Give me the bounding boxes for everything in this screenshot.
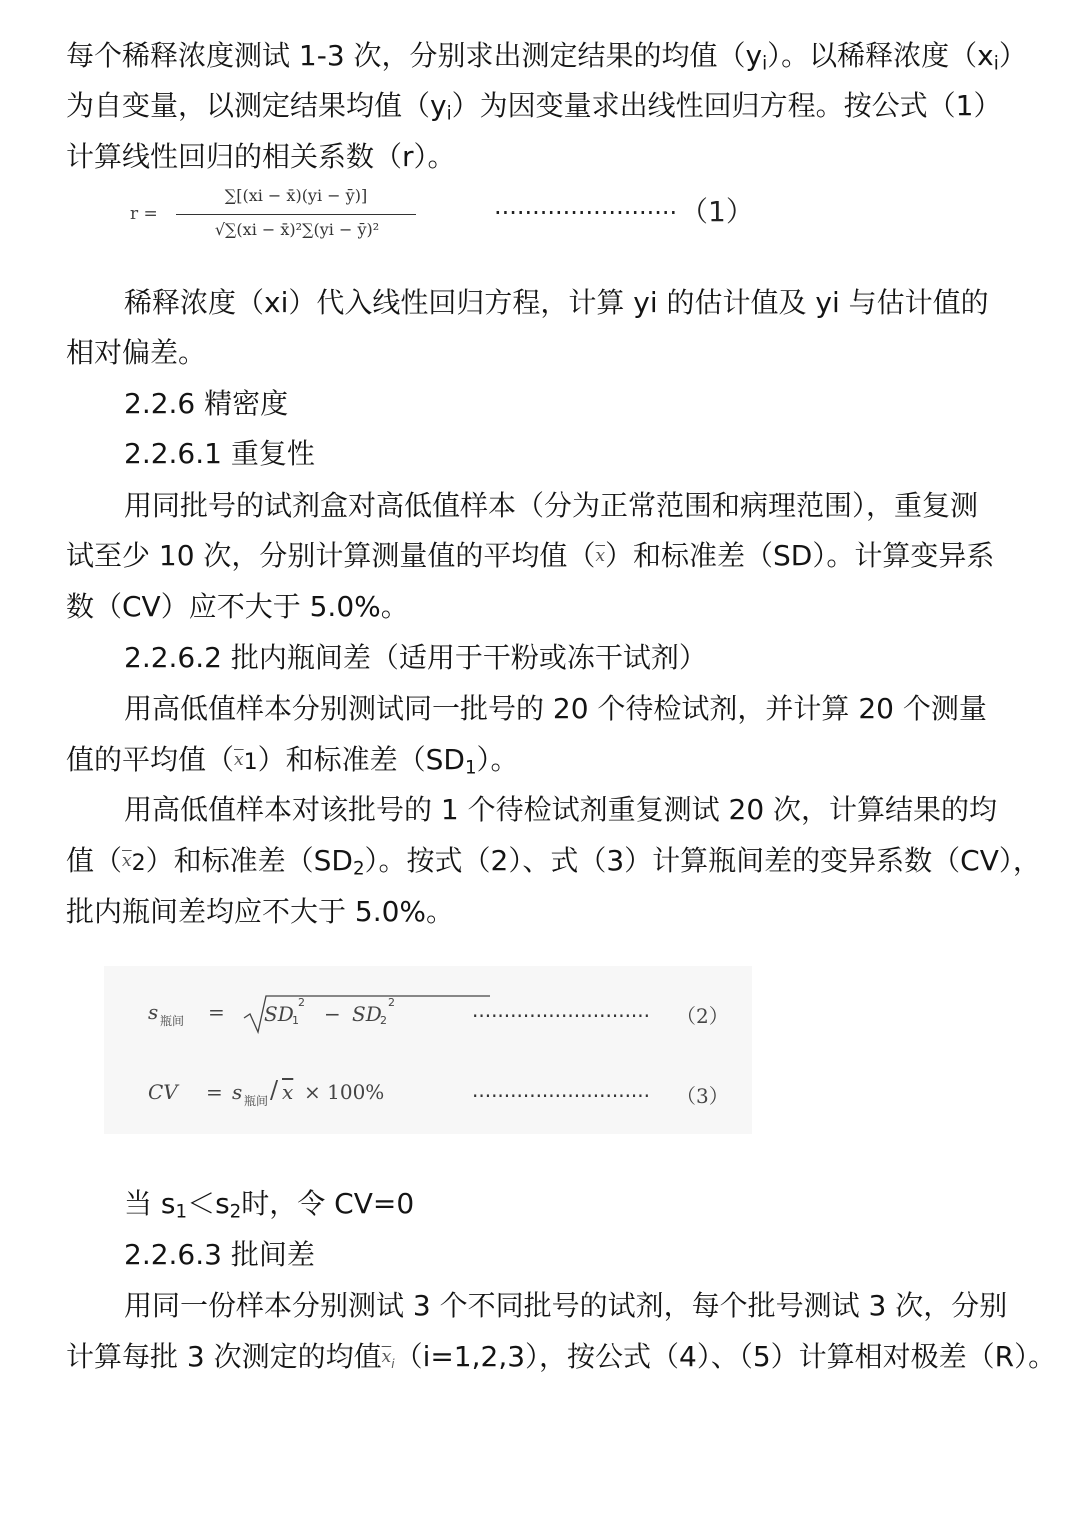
para3-line3: 数（CV）应不大于 5.0%。 xyxy=(66,590,409,623)
xbar-symbol: $\overline{x}$ xyxy=(595,546,606,566)
formula-2-tag: （2） xyxy=(676,1004,729,1028)
para5-line1: 用高低值样本对该批号的 1 个待检试剂重复测试 20 次，计算结果的均 xyxy=(124,793,998,826)
formula-3: CV = s 瓶间 / $\overline{x}$ × 100% ............................ （3） xyxy=(148,1076,729,1108)
para2-line2: 相对偏差。 xyxy=(66,336,207,369)
formula-2: s 瓶间 = SD 1 2 − SD 2 2 ............................ （2） xyxy=(148,992,748,1042)
para3-line2: 试至少 10 次，分别计算测量值的平均值$(\overline{x})$和标准差（SD）。计算变异系 xyxy=(66,539,995,572)
heading-2-2-6-3: 2.2.6.3 批间差 xyxy=(124,1238,315,1271)
formula-1-denominator: √∑(xi − x̄)²∑(yi − ȳ)² xyxy=(214,220,380,239)
formula-1 xyxy=(128,186,768,256)
formula-1-dots: ........................ xyxy=(494,192,678,220)
xbar-symbol: $\overline{x}$ xyxy=(234,750,244,770)
xbar-symbol: $\overline{x}$ xyxy=(381,1347,392,1367)
para5-line3: 批内瓶间差均应不大于 5.0%。 xyxy=(66,895,455,928)
para5-line2: 值$(\overline{x}2)$和标准差$(SD_2)$。按式（2）、式（3）计算瓶间差的变异系数（CV）， xyxy=(66,844,1041,880)
para1-line3: 计算线性回归的相关系数（r）。 xyxy=(66,140,456,173)
heading-2-2-6-2: 2.2.6.2 批内瓶间差（适用于干粉或冻干试剂） xyxy=(124,641,707,674)
formula-1-lhs: r = xyxy=(130,204,158,224)
formula-3-tag: （3） xyxy=(676,1084,729,1108)
para3-line1: 用同批号的试剂盒对高低值样本（分为正常范围和病理范围），重复测 xyxy=(124,489,979,522)
para6-line2: 计算每批 3 次测定的均值$\overline{x}i(i=1,2,3)$，按公式（4）、（5）计算相对极差（R）。 xyxy=(66,1340,1057,1373)
para1-line2: 为自变量，以测定结果均值$(y_i)$为因变量求出线性回归方程。按公式（1） xyxy=(66,89,1002,125)
para1-line1: 每个稀释浓度测试 1-3 次，分别求出测定结果的均值$(y_i)$。以稀释浓度$(x_i)$ xyxy=(66,39,1027,75)
para4-line1: 用高低值样本分别测试同一批号的 20 个待检试剂，并计算 20 个测量 xyxy=(124,692,987,725)
xbar-symbol: $\overline{x}$ xyxy=(122,851,132,871)
formula-image-block xyxy=(104,966,752,1134)
para6-line1: 用同一份样本分别测试 3 个不同批号的试剂，每个批号测试 3 次，分别 xyxy=(124,1289,1008,1322)
heading-2-2-6: 2.2.6 精密度 xyxy=(124,387,289,420)
para2-line1: 稀释浓度（xi）代入线性回归方程，计算 yi 的估计值及 yi 与估计值的 xyxy=(124,286,989,319)
formula-2-dots: ............................ xyxy=(472,998,651,1022)
note-line: 当 $s_1<s_2$时，令 CV=0 xyxy=(124,1187,415,1223)
formula-3-dots: ............................ xyxy=(472,1078,651,1102)
heading-2-2-6-1: 2.2.6.1 重复性 xyxy=(124,437,315,470)
formula-1-tag: （1） xyxy=(680,195,754,228)
formula-1-fraction-bar xyxy=(176,214,416,215)
formula-1-numerator: ∑[(xi − x̄)(yi − ȳ)] xyxy=(224,186,368,205)
para4-line2: 值的平均值$(\overline{x}1)$和标准差$(SD_1)$。 xyxy=(66,743,519,779)
